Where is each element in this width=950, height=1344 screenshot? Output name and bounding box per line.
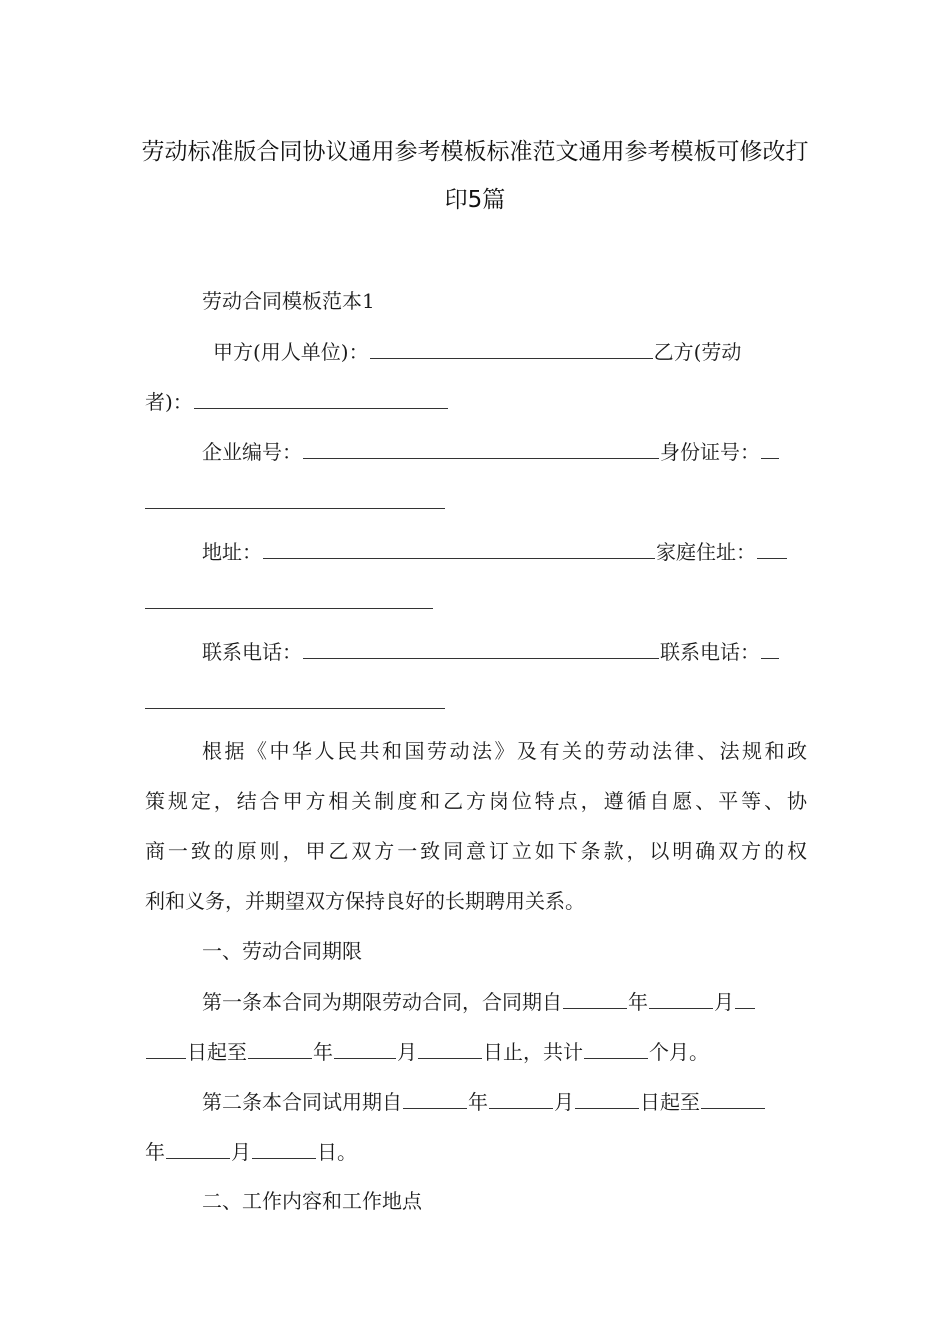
article1-day-blank-cont [146,1036,186,1059]
enterprise-row [202,436,807,467]
article1-day-blank [735,986,755,1009]
article1-month: 月 [714,990,734,1014]
address-label: 地址： [202,540,262,564]
article1-year: 年 [628,990,648,1014]
preamble-line2: 策规定，结合甲方相关制度和乙方岗位特点，遵循自愿、平等、协 [145,789,807,813]
article2-end-year-blank [701,1086,765,1109]
document-title-line2: 印5篇 [444,187,506,213]
article1-line2 [145,1036,807,1067]
article2-end-year: 年 [145,1140,165,1164]
preamble-line3: 商一致的原则，甲乙双方一致同意订立如下条款，以明确双方的权 [145,839,807,863]
article1-end-year-blank [248,1036,312,1059]
party-b-label: 乙方(劳动 [653,340,742,364]
enterprise-no-label: 企业编号： [202,440,302,464]
article1-month-blank [649,986,713,1009]
article2-day-from: 日起至 [640,1090,700,1114]
enterprise-no-blank [303,436,659,459]
address-row [202,536,807,567]
id-no-blank [761,436,779,459]
phone-row [202,636,807,667]
preamble-line4: 利和义务，并期望双方保持良好的长期聘用关系。 [145,889,585,913]
article2-day-blank [575,1086,639,1109]
article2-end-day-blank [252,1136,316,1159]
party-row [213,336,807,367]
article2-line2 [145,1136,807,1167]
article1-months: 个月。 [649,1040,709,1064]
party-a-label: 甲方(用人单位)： [213,340,369,364]
article1-text: 第一条本合同为期限劳动合同，合同期自 [202,990,562,1014]
article2-year: 年 [468,1090,488,1114]
article2-text: 第二条本合同试用期自 [202,1090,402,1114]
phone-a-blank [303,636,659,659]
id-no-label: 身份证号： [660,440,760,464]
article2-end-month-blank [166,1136,230,1159]
phone-b-blank-cont [145,708,445,709]
preamble-line1: 根据《中华人民共和国劳动法》及有关的劳动法律、法规和政 [202,739,807,763]
phone-b-blank [761,636,779,659]
phone-b-label: 联系电话： [660,640,760,664]
article2-year-blank [403,1086,467,1109]
section-heading: 劳动合同模板范本1 [202,289,375,313]
party-b-row [145,386,807,417]
article1-day-to: 日止，共计 [483,1040,583,1064]
article1-end-year: 年 [313,1040,333,1064]
article1-year-blank [563,986,627,1009]
document-title-line1: 劳动标准版合同协议通用参考模板标准范文通用参考模板可修改打 [141,139,809,165]
article1-end-month: 月 [397,1040,417,1064]
address-blank [263,536,655,559]
article1-end-day-blank [418,1036,482,1059]
party-a-blank [370,336,653,359]
party-b-blank [194,386,448,409]
party-b-label-cont: 者)： [145,390,193,414]
article1-day-from: 日起至 [187,1040,247,1064]
article2-month: 月 [554,1090,574,1114]
home-address-label: 家庭住址： [656,540,756,564]
article1-months-blank [584,1036,648,1059]
home-address-blank-cont [145,608,433,609]
article2-end-month: 月 [231,1140,251,1164]
article2-day-end: 日。 [317,1140,357,1164]
article1-line1 [202,986,807,1017]
home-address-blank [757,536,787,559]
article2-line1 [202,1086,807,1117]
heading-work-content: 二、工作内容和工作地点 [202,1189,422,1213]
article2-month-blank [489,1086,553,1109]
heading-contract-term: 一、劳动合同期限 [202,939,362,963]
article1-end-month-blank [334,1036,396,1059]
phone-a-label: 联系电话： [202,640,302,664]
id-no-blank-cont [145,508,445,509]
